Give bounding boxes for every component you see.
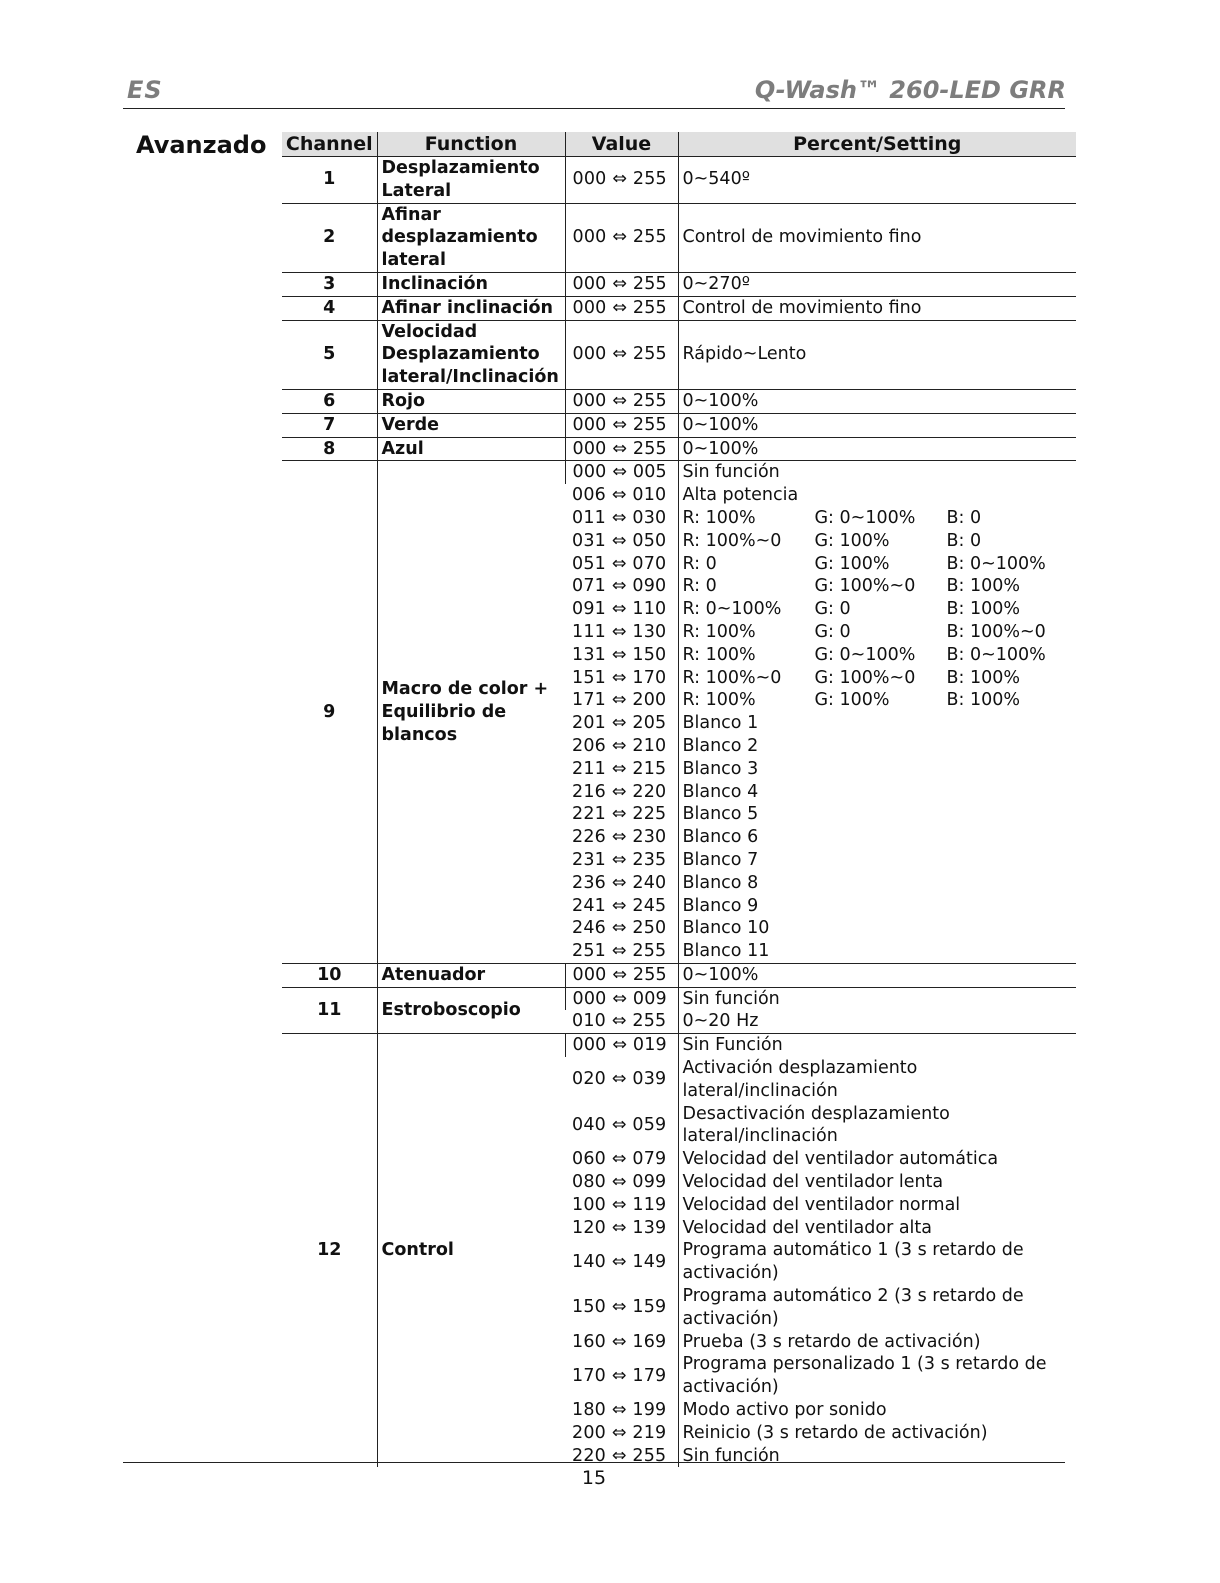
rgb-mix bbox=[683, 530, 1077, 553]
dmx-value-range: 226 ⇔ 230 bbox=[572, 827, 667, 848]
dmx-value-range: 000 ⇔ 255 bbox=[565, 963, 678, 987]
setting-description: Blanco 2 bbox=[678, 735, 1076, 758]
dmx-value-range: 221 ⇔ 225 bbox=[572, 804, 667, 825]
setting-description: Sin función bbox=[678, 1445, 1076, 1468]
dmx-value-range: 201 ⇔ 205 bbox=[572, 713, 667, 734]
dmx-value-range: 140 ⇔ 149 bbox=[572, 1251, 667, 1272]
setting-description: Blanco 3 bbox=[678, 758, 1076, 781]
channel-number: 10 bbox=[282, 963, 377, 987]
table-row bbox=[282, 320, 1076, 389]
column-header-setting: Percent/Setting bbox=[678, 132, 1076, 157]
table-header-row bbox=[282, 132, 1076, 157]
dmx-value-range: 100 ⇔ 119 bbox=[572, 1194, 667, 1215]
setting-description: Rápido~Lento bbox=[678, 320, 1076, 389]
setting-description: Desactivación desplazamiento lateral/inclinación bbox=[678, 1103, 1076, 1149]
setting-description: Blanco 10 bbox=[678, 917, 1076, 940]
red-level: R: 0 bbox=[682, 553, 717, 574]
dmx-value-range: 206 ⇔ 210 bbox=[572, 735, 667, 756]
header-divider bbox=[123, 108, 1065, 109]
setting-description: Reinicio (3 s retardo de activación) bbox=[678, 1422, 1076, 1445]
dmx-value-range: 211 ⇔ 215 bbox=[572, 758, 667, 779]
blue-level: B: 100% bbox=[946, 599, 1020, 620]
green-level: G: 100%~0 bbox=[814, 576, 916, 597]
channel-number: 11 bbox=[282, 987, 377, 1034]
table-row bbox=[282, 413, 1076, 437]
channel-number: 2 bbox=[282, 203, 377, 272]
channel-function: Azul bbox=[377, 437, 565, 461]
rgb-mix bbox=[683, 553, 1077, 576]
setting-description: Velocidad del ventilador alta bbox=[678, 1217, 1076, 1240]
setting-description bbox=[678, 689, 1076, 712]
setting-description: 0~100% bbox=[678, 413, 1076, 437]
red-level: R: 0 bbox=[682, 576, 717, 597]
green-level: G: 100% bbox=[814, 553, 890, 574]
dmx-value-range: 150 ⇔ 159 bbox=[572, 1297, 667, 1318]
setting-description: Blanco 1 bbox=[678, 712, 1076, 735]
setting-description: Control de movimiento fino bbox=[678, 203, 1076, 272]
setting-description: Sin función bbox=[678, 461, 1076, 484]
channel-function: Verde bbox=[377, 413, 565, 437]
blue-level: B: 100% bbox=[946, 690, 1020, 711]
channel-function: Rojo bbox=[377, 389, 565, 413]
setting-description: Velocidad del ventilador lenta bbox=[678, 1171, 1076, 1194]
dmx-value-range: 051 ⇔ 070 bbox=[572, 553, 667, 574]
column-header-channel: Channel bbox=[282, 132, 377, 157]
red-level: R: 100% bbox=[682, 644, 756, 665]
setting-description: Programa personalizado 1 (3 s retardo de activación) bbox=[678, 1353, 1076, 1399]
dmx-value-range: 111 ⇔ 130 bbox=[572, 621, 667, 642]
blue-level: B: 0 bbox=[946, 530, 982, 551]
dmx-value-range: 251 ⇔ 255 bbox=[572, 941, 667, 962]
setting-description: Alta potencia bbox=[678, 484, 1076, 507]
dmx-value-range: 000 ⇔ 255 bbox=[565, 296, 678, 320]
dmx-value-range: 000 ⇔ 255 bbox=[565, 272, 678, 296]
green-level: G: 100% bbox=[814, 530, 890, 551]
blue-level: B: 100% bbox=[946, 576, 1020, 597]
red-level: R: 0~100% bbox=[682, 599, 782, 620]
setting-description: 0~270º bbox=[678, 272, 1076, 296]
table-row bbox=[282, 963, 1076, 987]
dmx-value-range: 031 ⇔ 050 bbox=[572, 530, 667, 551]
setting-description: Blanco 9 bbox=[678, 895, 1076, 918]
green-level: G: 0 bbox=[814, 621, 851, 642]
dmx-value-range: 216 ⇔ 220 bbox=[572, 781, 667, 802]
dmx-value-range: 000 ⇔ 255 bbox=[565, 320, 678, 389]
setting-description bbox=[678, 507, 1076, 530]
channel-function: Estroboscopio bbox=[377, 987, 565, 1034]
setting-description: Velocidad del ventilador normal bbox=[678, 1194, 1076, 1217]
setting-description: Sin función bbox=[678, 987, 1076, 1010]
setting-description: Programa automático 2 (3 s retardo de activación) bbox=[678, 1285, 1076, 1331]
setting-description bbox=[678, 530, 1076, 553]
channel-function: Inclinación bbox=[377, 272, 565, 296]
green-level: G: 0~100% bbox=[814, 644, 916, 665]
red-level: R: 100% bbox=[682, 690, 756, 711]
table-row bbox=[282, 987, 1076, 1010]
dmx-value-range: 000 ⇔ 255 bbox=[565, 413, 678, 437]
dmx-value-range: 170 ⇔ 179 bbox=[572, 1365, 667, 1386]
channel-function: Control bbox=[377, 1034, 565, 1468]
channel-number: 12 bbox=[282, 1034, 377, 1468]
channel-function: Atenuador bbox=[377, 963, 565, 987]
blue-level: B: 0~100% bbox=[946, 644, 1046, 665]
red-level: R: 100% bbox=[682, 621, 756, 642]
red-level: R: 100% bbox=[682, 507, 756, 528]
setting-description: Blanco 5 bbox=[678, 803, 1076, 826]
channel-number: 3 bbox=[282, 272, 377, 296]
red-level: R: 100%~0 bbox=[682, 667, 782, 688]
dmx-value-range: 010 ⇔ 255 bbox=[572, 1011, 667, 1032]
setting-description: Prueba (3 s retardo de activación) bbox=[678, 1331, 1076, 1354]
dmx-value-range: 000 ⇔ 009 bbox=[565, 987, 678, 1010]
setting-description: 0~20 Hz bbox=[678, 1010, 1076, 1033]
channel-number: 5 bbox=[282, 320, 377, 389]
dmx-value-range: 000 ⇔ 019 bbox=[565, 1034, 678, 1057]
setting-description bbox=[678, 667, 1076, 690]
dmx-value-range: 011 ⇔ 030 bbox=[572, 507, 667, 528]
setting-description bbox=[678, 575, 1076, 598]
setting-description: 0~540º bbox=[678, 157, 1076, 204]
setting-description: Blanco 6 bbox=[678, 826, 1076, 849]
green-level: G: 0 bbox=[814, 599, 851, 620]
setting-description: Modo activo por sonido bbox=[678, 1399, 1076, 1422]
dmx-value-range: 040 ⇔ 059 bbox=[572, 1115, 667, 1136]
green-level: G: 100%~0 bbox=[814, 667, 916, 688]
header-product-name: Q-Wash™ 260-LED GRR bbox=[754, 76, 1066, 104]
channel-function: Afinar inclinación bbox=[377, 296, 565, 320]
table-body bbox=[282, 157, 1076, 1468]
red-level: R: 100%~0 bbox=[682, 530, 782, 551]
dmx-value-range: 020 ⇔ 039 bbox=[572, 1069, 667, 1090]
blue-level: B: 0 bbox=[946, 507, 982, 528]
dmx-value-range: 060 ⇔ 079 bbox=[572, 1149, 667, 1170]
channel-number: 8 bbox=[282, 437, 377, 461]
blue-level: B: 100% bbox=[946, 667, 1020, 688]
dmx-value-range: 241 ⇔ 245 bbox=[572, 895, 667, 916]
green-level: G: 0~100% bbox=[814, 507, 916, 528]
dmx-value-range: 000 ⇔ 255 bbox=[565, 157, 678, 204]
setting-description: Blanco 11 bbox=[678, 940, 1076, 963]
table-row bbox=[282, 389, 1076, 413]
table-row bbox=[282, 272, 1076, 296]
setting-description: Blanco 7 bbox=[678, 849, 1076, 872]
dmx-value-range: 131 ⇔ 150 bbox=[572, 644, 667, 665]
dmx-value-range: 171 ⇔ 200 bbox=[572, 690, 667, 711]
dmx-value-range: 200 ⇔ 219 bbox=[572, 1422, 667, 1443]
dmx-value-range: 236 ⇔ 240 bbox=[572, 872, 667, 893]
dmx-value-range: 220 ⇔ 255 bbox=[572, 1445, 667, 1466]
setting-description: Activación desplazamiento lateral/inclinación bbox=[678, 1057, 1076, 1103]
setting-description: Blanco 4 bbox=[678, 781, 1076, 804]
channel-number: 9 bbox=[282, 461, 377, 964]
table-row bbox=[282, 437, 1076, 461]
footer-divider bbox=[123, 1462, 1065, 1463]
rgb-mix bbox=[683, 621, 1077, 644]
setting-description bbox=[678, 621, 1076, 644]
dmx-value-range: 000 ⇔ 255 bbox=[565, 389, 678, 413]
dmx-value-range: 151 ⇔ 170 bbox=[572, 667, 667, 688]
channel-function: Velocidad Desplazamiento lateral/Inclinación bbox=[377, 320, 565, 389]
channel-function: Macro de color + Equilibrio de blancos bbox=[377, 461, 565, 964]
dmx-value-range: 231 ⇔ 235 bbox=[572, 849, 667, 870]
dmx-channel-table bbox=[282, 132, 1076, 1467]
table-row bbox=[282, 461, 1076, 484]
dmx-value-range: 000 ⇔ 005 bbox=[565, 461, 678, 484]
dmx-value-range: 006 ⇔ 010 bbox=[572, 485, 667, 506]
channel-function: Afinar desplazamiento lateral bbox=[377, 203, 565, 272]
blue-level: B: 100%~0 bbox=[946, 621, 1046, 642]
channel-number: 7 bbox=[282, 413, 377, 437]
channel-number: 6 bbox=[282, 389, 377, 413]
column-header-function: Function bbox=[377, 132, 565, 157]
table-row bbox=[282, 1034, 1076, 1057]
dmx-value-range: 180 ⇔ 199 bbox=[572, 1400, 667, 1421]
rgb-mix bbox=[683, 689, 1077, 712]
setting-description: Control de movimiento fino bbox=[678, 296, 1076, 320]
page-number: 15 bbox=[581, 1467, 607, 1489]
table-row bbox=[282, 296, 1076, 320]
setting-description: Sin Función bbox=[678, 1034, 1076, 1057]
dmx-value-range: 160 ⇔ 169 bbox=[572, 1331, 667, 1352]
dmx-value-range: 000 ⇔ 255 bbox=[565, 437, 678, 461]
setting-description bbox=[678, 644, 1076, 667]
setting-description: Programa automático 1 (3 s retardo de activación) bbox=[678, 1239, 1076, 1285]
rgb-mix bbox=[683, 598, 1077, 621]
dmx-value-range: 091 ⇔ 110 bbox=[572, 599, 667, 620]
setting-description: 0~100% bbox=[678, 963, 1076, 987]
green-level: G: 100% bbox=[814, 690, 890, 711]
blue-level: B: 0~100% bbox=[946, 553, 1046, 574]
setting-description: 0~100% bbox=[678, 437, 1076, 461]
rgb-mix bbox=[683, 507, 1077, 530]
dmx-value-range: 246 ⇔ 250 bbox=[572, 918, 667, 939]
setting-description: 0~100% bbox=[678, 389, 1076, 413]
dmx-value-range: 080 ⇔ 099 bbox=[572, 1172, 667, 1193]
setting-description bbox=[678, 598, 1076, 621]
setting-description: Velocidad del ventilador automática bbox=[678, 1148, 1076, 1171]
setting-description: Blanco 8 bbox=[678, 872, 1076, 895]
section-title: Avanzado bbox=[136, 131, 267, 159]
channel-function: Desplazamiento Lateral bbox=[377, 157, 565, 204]
dmx-value-range: 120 ⇔ 139 bbox=[572, 1217, 667, 1238]
dmx-value-range: 071 ⇔ 090 bbox=[572, 576, 667, 597]
column-header-value: Value bbox=[565, 132, 678, 157]
table-row bbox=[282, 203, 1076, 272]
rgb-mix bbox=[683, 644, 1077, 667]
setting-description bbox=[678, 553, 1076, 576]
table-row bbox=[282, 157, 1076, 204]
dmx-value-range: 000 ⇔ 255 bbox=[565, 203, 678, 272]
channel-number: 4 bbox=[282, 296, 377, 320]
rgb-mix bbox=[683, 575, 1077, 598]
rgb-mix bbox=[683, 667, 1077, 690]
header-language: ES bbox=[127, 76, 163, 104]
channel-number: 1 bbox=[282, 157, 377, 204]
